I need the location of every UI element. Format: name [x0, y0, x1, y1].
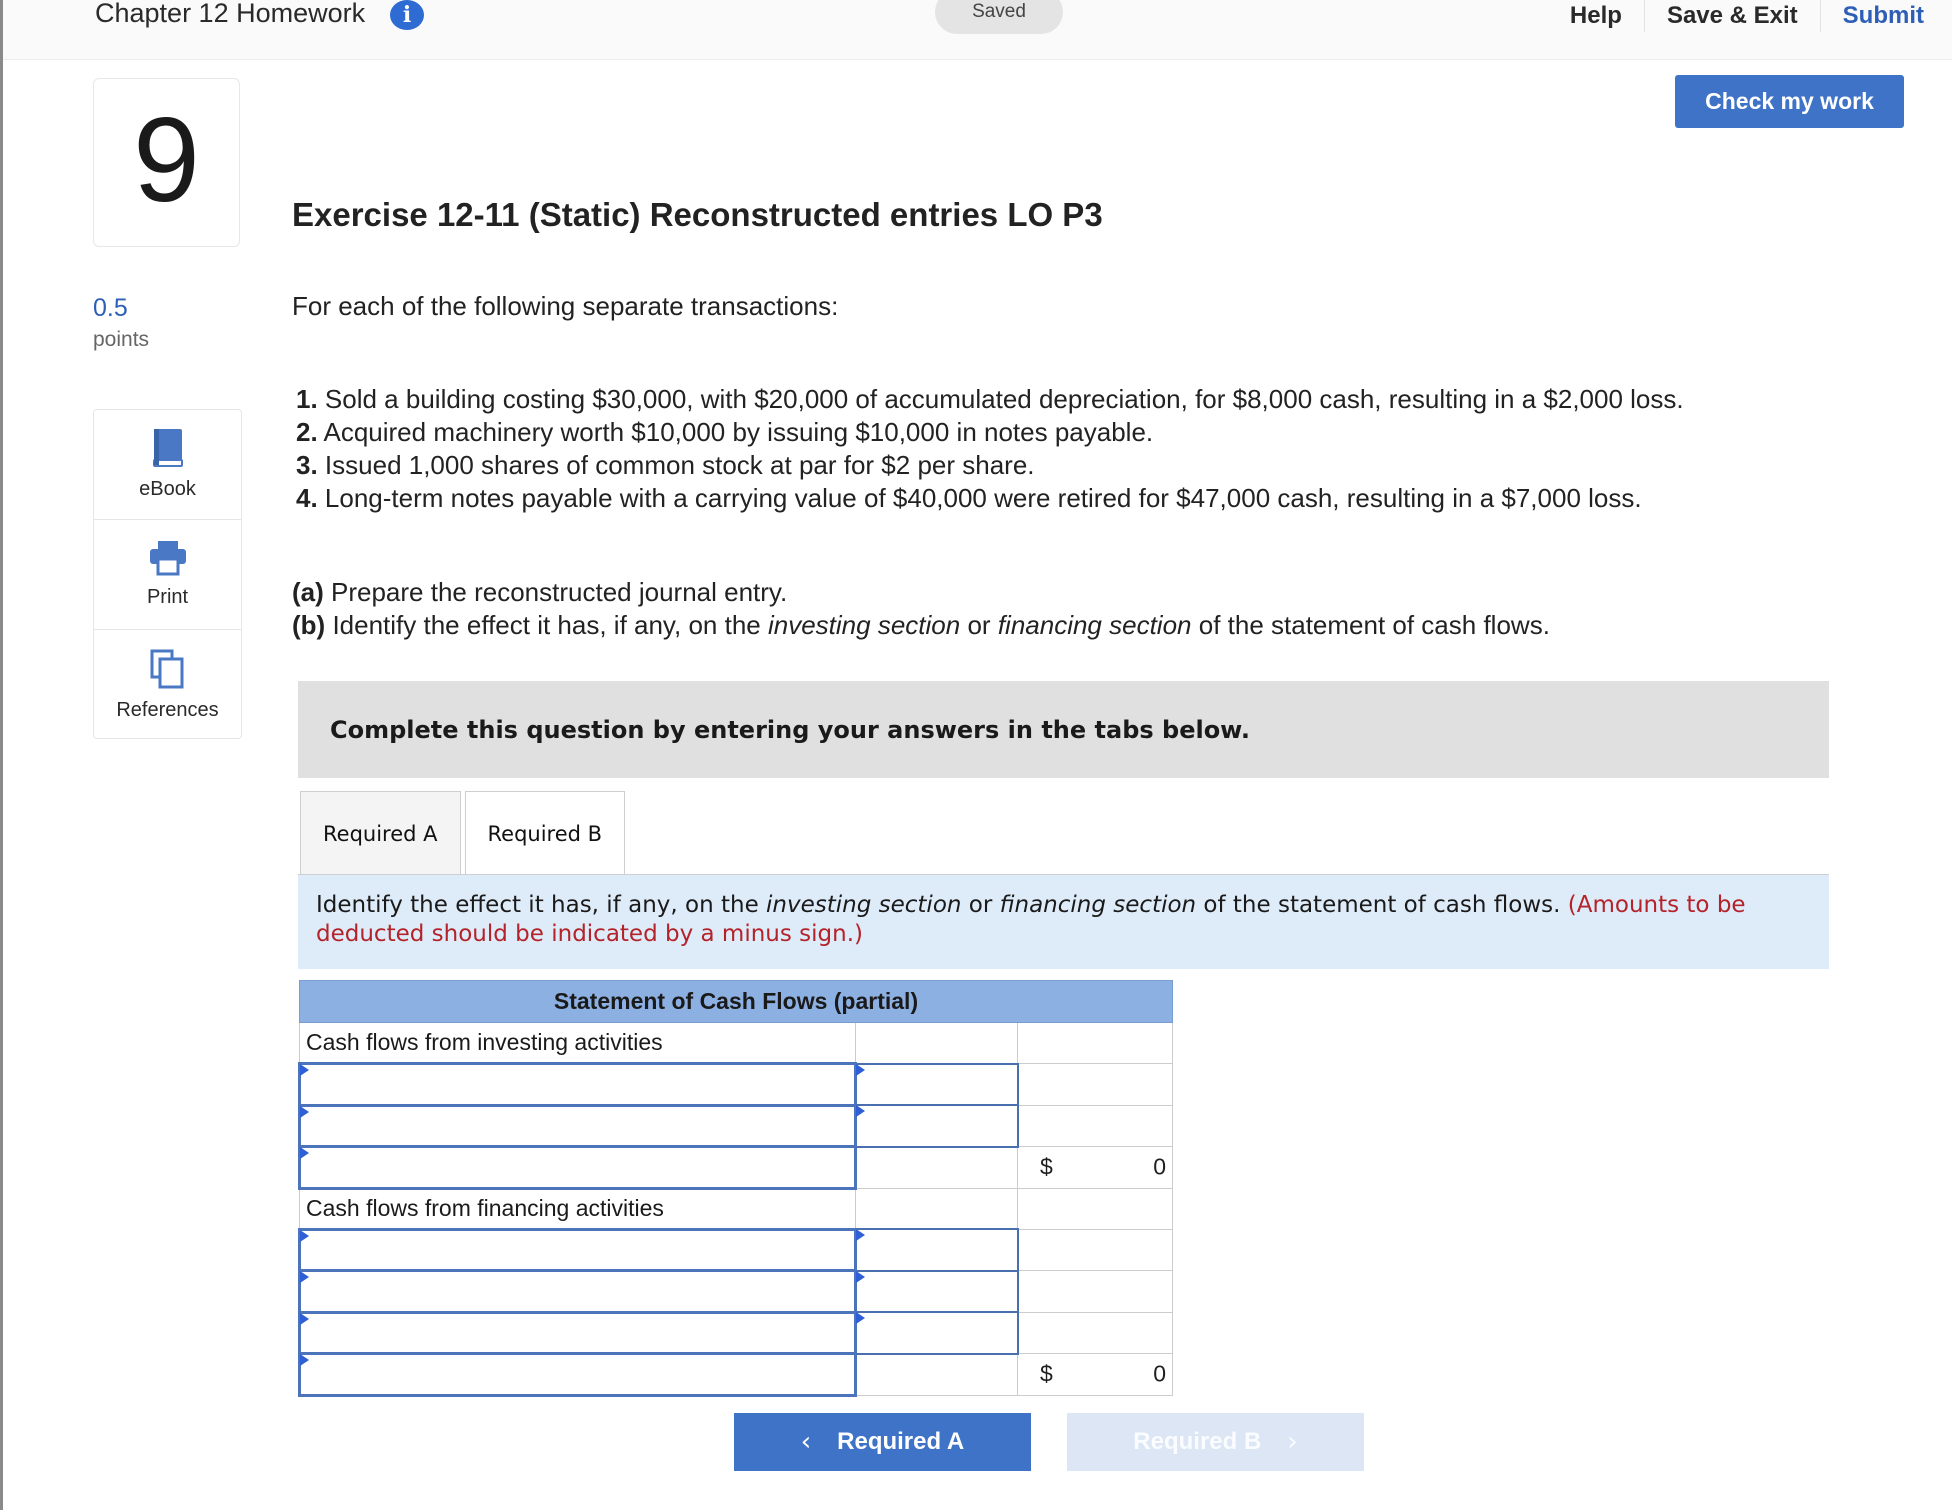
financing-total-label-input[interactable]: [301, 1355, 854, 1393]
empty-cell: [1018, 1064, 1173, 1105]
table-row: [300, 1147, 1173, 1188]
table-row: [300, 1229, 1173, 1270]
financing-amount-2-input[interactable]: [857, 1272, 1017, 1311]
copy-icon: [150, 649, 186, 689]
task-parts: [292, 576, 1550, 642]
top-bar: [3, 0, 1952, 60]
empty-cell: [856, 1023, 1018, 1064]
list-item: [296, 449, 1684, 482]
item-number: 1.: [296, 384, 318, 414]
item-text: Issued 1,000 shares of common stock at par for $2 per share.: [324, 450, 1035, 480]
complete-instructions: Complete this question by entering your answers in the tabs below.: [298, 681, 1829, 778]
tools-panel: [93, 409, 242, 739]
tab-required-b[interactable]: Required B: [465, 791, 626, 876]
points-label: points: [93, 328, 150, 351]
question-number: 9: [93, 78, 240, 247]
minus-sign-note: (Amounts to be deducted should be indicated by a minus sign.): [316, 892, 1746, 947]
table-row: [300, 1312, 1173, 1353]
investing-total-value: 0: [1153, 1153, 1166, 1180]
saved-status-badge: Saved: [935, 0, 1063, 34]
empty-cell: [1018, 1188, 1173, 1229]
empty-cell: [1018, 1229, 1173, 1270]
financing-amount-3-input[interactable]: [857, 1313, 1017, 1352]
part-b: [292, 609, 1550, 642]
table-row: [300, 1188, 1173, 1229]
info-icon[interactable]: i: [390, 0, 424, 30]
references-label: References: [116, 698, 219, 721]
investing-item-2-input[interactable]: [301, 1107, 854, 1145]
currency-symbol: $: [1040, 1360, 1053, 1387]
investing-total-label-select[interactable]: [300, 1147, 856, 1188]
empty-cell: [1018, 1105, 1173, 1146]
part-a: [292, 576, 1550, 609]
instruction-end: of the statement of cash flows.: [1203, 892, 1561, 918]
printer-icon: [149, 540, 187, 576]
tab-bar: [300, 791, 629, 875]
part-b-or: or: [967, 610, 991, 640]
next-button-label: Required B: [1133, 1428, 1262, 1455]
item-text: Acquired machinery worth $10,000 by issuing $10,000 in notes payable.: [323, 417, 1154, 447]
left-edge-rule: [0, 0, 3, 1510]
top-links: [1548, 0, 1952, 32]
investing-item-1-input[interactable]: [301, 1065, 854, 1103]
financing-amount-1[interactable]: [856, 1229, 1018, 1270]
item-text: Sold a building costing $30,000, with $20,000 of accumulated depreciation, for $8,000 cash, resulting in a $2,000 loss.: [324, 384, 1684, 414]
table-row: [300, 1023, 1173, 1064]
investing-total-label-input[interactable]: [301, 1148, 854, 1186]
chevron-right-icon: ›: [1287, 1427, 1298, 1457]
financing-total-value: 0: [1153, 1360, 1166, 1387]
intro-text: For each of the following separate transactions:: [292, 291, 839, 321]
list-item: [296, 416, 1684, 449]
tab-required-a[interactable]: Required A: [300, 791, 461, 875]
empty-cell: [856, 1354, 1018, 1395]
table-row: [300, 1105, 1173, 1146]
table-header-row: [300, 981, 1173, 1023]
financing-amount-3[interactable]: [856, 1312, 1018, 1353]
part-b-text: Identify the effect it has, if any, on the: [332, 610, 761, 640]
ebook-label: eBook: [139, 478, 196, 500]
table-row: [300, 1354, 1173, 1395]
table-row: [300, 1064, 1173, 1105]
financing-total: [1018, 1354, 1173, 1395]
part-b-label: (b): [292, 610, 326, 640]
empty-cell: [856, 1147, 1018, 1188]
help-link[interactable]: Help: [1548, 0, 1645, 32]
part-a-label: (a): [292, 577, 324, 607]
instruction-financing: financing section: [999, 892, 1197, 918]
financing-amount-2[interactable]: [856, 1271, 1018, 1312]
part-b-investing: investing section: [767, 610, 961, 640]
cash-flow-statement-table: [298, 980, 1173, 1397]
check-my-work-button[interactable]: Check my work: [1675, 75, 1904, 128]
table-title: Statement of Cash Flows (partial): [300, 981, 1173, 1023]
submit-link[interactable]: Submit: [1842, 2, 1924, 29]
investing-item-1-select[interactable]: [300, 1064, 856, 1105]
part-a-text: Prepare the reconstructed journal entry.: [331, 577, 788, 607]
next-required-b-button: [1067, 1413, 1364, 1471]
save-exit-link[interactable]: Save & Exit: [1645, 0, 1821, 32]
investing-section-label: Cash flows from investing activities: [300, 1023, 856, 1064]
table-row: [300, 1271, 1173, 1312]
item-number: 2.: [296, 417, 318, 447]
financing-item-3-input[interactable]: [301, 1314, 854, 1352]
ebook-button[interactable]: [94, 410, 241, 520]
financing-total-label-select[interactable]: [300, 1354, 856, 1395]
currency-symbol: $: [1040, 1153, 1053, 1180]
transaction-list: [296, 383, 1684, 515]
investing-amount-2[interactable]: [856, 1105, 1018, 1146]
instruction-box: [298, 875, 1829, 969]
investing-item-2-select[interactable]: [300, 1105, 856, 1146]
list-item: [296, 482, 1684, 515]
part-b-end: of the statement of cash flows.: [1198, 610, 1550, 640]
points-value: 0.5: [93, 294, 128, 322]
empty-cell: [1018, 1023, 1173, 1064]
instruction-or: or: [968, 892, 993, 918]
print-button[interactable]: [94, 520, 241, 630]
investing-amount-2-input[interactable]: [857, 1106, 1017, 1145]
exercise-title: Exercise 12-11 (Static) Reconstructed entries LO P3: [292, 196, 1103, 233]
prev-required-a-button[interactable]: [734, 1413, 1031, 1471]
book-icon: [151, 428, 185, 468]
part-b-financing: financing section: [997, 610, 1192, 640]
item-number: 3.: [296, 450, 318, 480]
financing-amount-1-input[interactable]: [857, 1230, 1017, 1269]
assignment-title: Chapter 12 Homework: [95, 0, 366, 28]
financing-section-label: Cash flows from financing activities: [300, 1188, 856, 1229]
chevron-left-icon: ‹: [800, 1427, 812, 1457]
empty-cell: [856, 1188, 1018, 1229]
instruction-text: Identify the effect it has, if any, on the: [316, 892, 759, 918]
references-button[interactable]: [94, 630, 241, 740]
financing-item-2-input[interactable]: [301, 1272, 854, 1310]
item-number: 4.: [296, 483, 318, 513]
investing-total: [1018, 1147, 1173, 1188]
financing-item-1-input[interactable]: [301, 1231, 854, 1269]
empty-cell: [1018, 1312, 1173, 1353]
investing-amount-1-input[interactable]: [857, 1065, 1017, 1104]
investing-amount-1[interactable]: [856, 1064, 1018, 1105]
financing-item-3-select[interactable]: [300, 1312, 856, 1353]
print-label: Print: [146, 586, 189, 608]
financing-item-1-select[interactable]: [300, 1229, 856, 1270]
empty-cell: [1018, 1271, 1173, 1312]
financing-item-2-select[interactable]: [300, 1271, 856, 1312]
prev-button-label: Required A: [837, 1428, 965, 1455]
item-text: Long-term notes payable with a carrying value of $40,000 were retired for $47,000 cash, resulting in a $7,000 loss.: [324, 483, 1642, 513]
list-item: [296, 383, 1684, 416]
instruction-investing: investing section: [766, 892, 962, 918]
